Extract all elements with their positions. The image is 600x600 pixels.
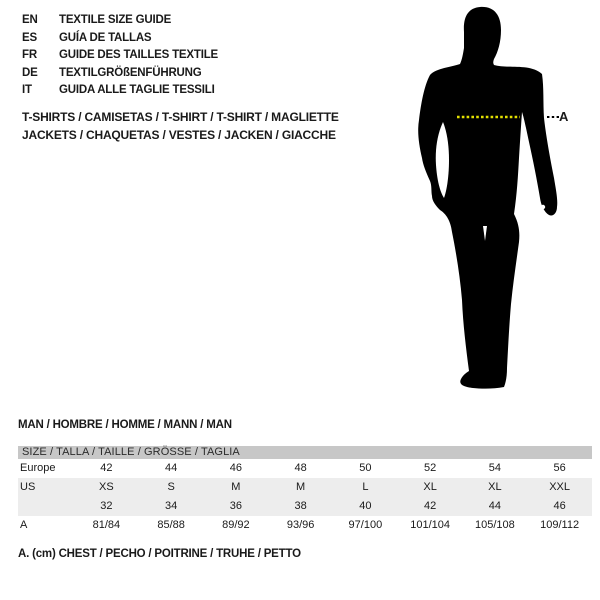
language-label: TEXTILGRÖßENFÜHRUNG — [59, 66, 202, 79]
table-cell: 56 — [553, 462, 566, 474]
size-table-header-label: SIZE / TALLA / TAILLE / GRÖSSE / TAGLIA — [22, 446, 240, 458]
man-silhouette — [410, 0, 570, 400]
category-jackets: JACKETS / CHAQUETAS / VESTES / JACKEN / GIACCHE — [22, 128, 336, 142]
right-hand-thumb-notch — [541, 205, 545, 209]
language-row-fr — [22, 47, 218, 65]
row-label: A — [20, 519, 28, 531]
language-code: ES — [22, 31, 37, 44]
table-cell: XS — [99, 481, 114, 493]
table-cell: 93/96 — [286, 519, 315, 531]
table-cell: 46 — [229, 462, 242, 474]
table-cell: 38 — [294, 500, 307, 512]
size-table — [18, 446, 592, 535]
man-figure — [410, 0, 570, 400]
man-silhouette-body — [418, 7, 557, 389]
table-cell: 34 — [165, 500, 178, 512]
table-cell: 36 — [229, 500, 242, 512]
table-cell: 42 — [100, 462, 113, 474]
table-cell: 50 — [359, 462, 372, 474]
table-cell: XL — [488, 481, 502, 493]
table-cell: 85/88 — [157, 519, 185, 531]
table-cell: M — [231, 481, 241, 493]
table-cell: 105/108 — [474, 519, 515, 531]
table-cell: 109/112 — [540, 519, 580, 531]
language-list — [22, 12, 218, 100]
language-label: GUIDE DES TAILLES TEXTILE — [59, 49, 218, 61]
table-row-numeric — [18, 497, 592, 516]
table-cell: 52 — [424, 462, 437, 474]
language-row-es — [22, 30, 218, 48]
table-cell: 101/104 — [410, 519, 450, 531]
measure-label-a: A — [559, 109, 569, 124]
table-cell: M — [296, 481, 306, 493]
table-cell: 44 — [165, 462, 178, 474]
table-row-chest-a — [18, 516, 592, 535]
table-cell: S — [167, 481, 175, 493]
table-cell: 40 — [359, 500, 372, 512]
language-code: IT — [22, 84, 32, 96]
language-label: GUÍA DE TALLAS — [59, 31, 152, 44]
table-cell: 44 — [488, 500, 501, 512]
row-label: US — [20, 481, 36, 493]
language-label: GUIDA ALLE TAGLIE TESSILI — [59, 84, 215, 96]
language-code: EN — [22, 14, 38, 26]
table-row-us — [18, 478, 592, 497]
row-label: Europe — [20, 462, 56, 474]
language-row-en — [22, 12, 218, 30]
language-row-de — [22, 65, 218, 83]
section-title-man: MAN / HOMBRE / HOMME / MANN / MAN — [18, 419, 232, 431]
row-label — [18, 497, 74, 516]
table-cell: L — [362, 481, 369, 493]
table-cell: XXL — [549, 481, 571, 493]
garment-categories — [22, 108, 339, 144]
language-code: FR — [22, 49, 37, 61]
table-cell: 32 — [100, 500, 113, 512]
table-cell: 46 — [553, 500, 566, 512]
footnote-chest: A. (cm) CHEST / PECHO / POITRINE / TRUHE / PETTO — [18, 548, 301, 560]
table-cell: 42 — [424, 500, 437, 512]
table-cell: 97/100 — [348, 519, 383, 531]
table-cell: 89/92 — [222, 519, 250, 531]
table-row-europe — [18, 459, 592, 478]
table-cell: 48 — [294, 462, 307, 474]
language-row-it — [22, 82, 218, 100]
table-cell: 81/84 — [92, 519, 121, 531]
table-cell: 54 — [488, 462, 501, 474]
category-tshirts: T-SHIRTS / CAMISETAS / T-SHIRT / T-SHIRT / MAGLIETTE — [22, 110, 339, 124]
table-cell: XL — [423, 481, 437, 493]
language-code: DE — [22, 66, 38, 79]
size-table-header — [18, 446, 592, 459]
language-label: TEXTILE SIZE GUIDE — [59, 14, 172, 26]
